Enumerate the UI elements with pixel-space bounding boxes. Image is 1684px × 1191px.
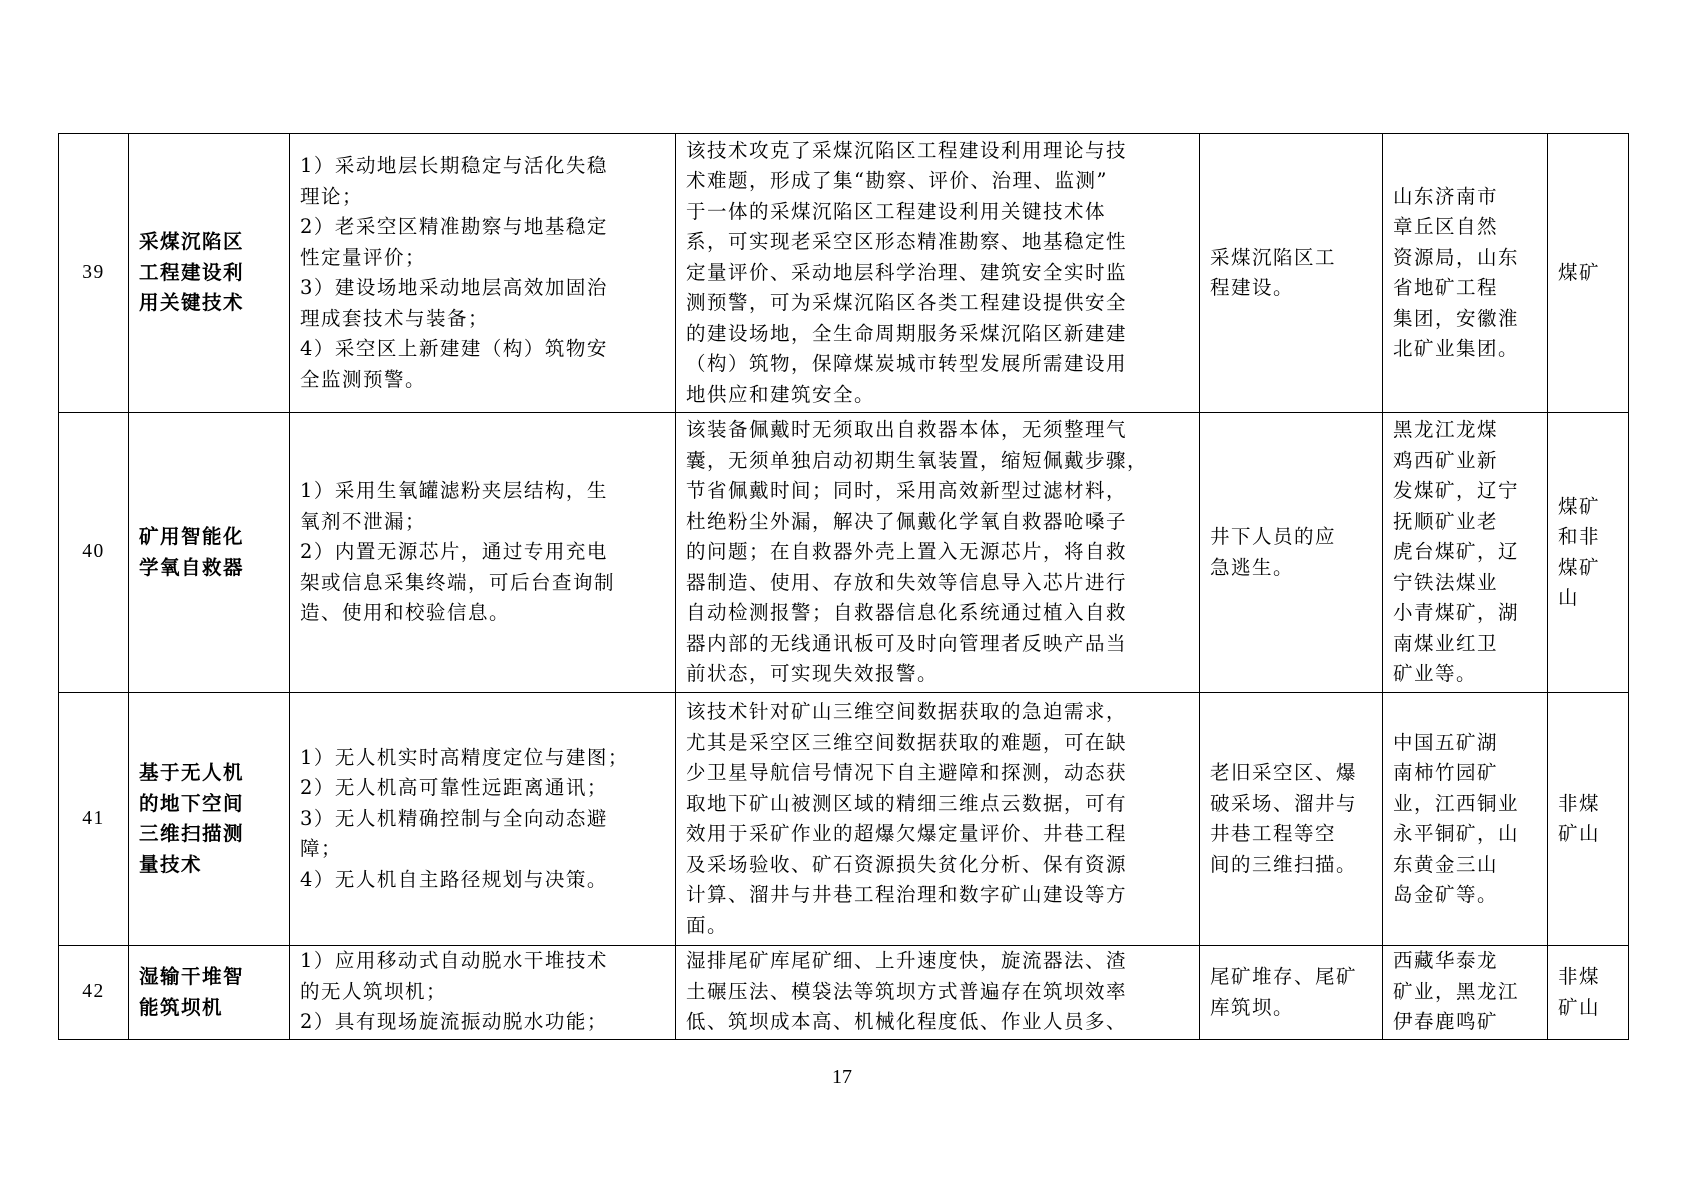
key-points-line: 1）应用移动式自动脱水干堆技术 (300, 949, 608, 972)
description-line: 低、筑坝成本高、机械化程度低、作业人员多、 (686, 1010, 1128, 1033)
description-line: 前状态，可实现失效报警。 (686, 662, 939, 686)
description-line: 湿排尾矿库尾矿细、上升速度快，旋流器法、渣 (686, 949, 1128, 972)
description-line: 该技术攻克了采煤沉陷区工程建设利用理论与技 (686, 138, 1128, 162)
description-cell (676, 134, 1200, 413)
description-line: 的建设场地，全生命周期服务采煤沉陷区新建建 (686, 321, 1128, 345)
technology-name-line: 量技术 (139, 852, 203, 876)
key-points-cell (290, 134, 676, 413)
description-line: 面。 (686, 913, 729, 937)
technology-name-cell (129, 413, 290, 693)
description-cell (676, 693, 1200, 946)
technology-name-line: 能筑坝机 (139, 995, 224, 1019)
table-row (59, 413, 1629, 693)
application-scope-line: 井巷工程等空 (1210, 822, 1337, 845)
applicable-field-line: 山 (1558, 586, 1580, 609)
technology-name-line: 湿输干堆智 (139, 965, 245, 988)
key-points-line: 造、使用和校验信息。 (300, 601, 511, 625)
key-points-line: 的无人筑坝机； (300, 979, 448, 1003)
application-scope-cell (1200, 946, 1383, 1040)
application-units-line: 省地矿工程 (1393, 276, 1499, 299)
table-row (59, 693, 1629, 946)
technology-name-cell (129, 946, 290, 1040)
application-units-line: 伊春鹿鸣矿 (1393, 1010, 1499, 1033)
key-points-line: 障； (300, 837, 343, 861)
key-points-line: 2）无人机高可靠性远距离通讯； (300, 776, 608, 800)
application-scope-cell (1200, 413, 1383, 693)
description-line: 少卫星导航信号情况下自主避障和探测，动态获 (686, 761, 1128, 784)
application-units-cell (1383, 693, 1548, 946)
technology-name-line: 学氧自救器 (139, 555, 245, 579)
applicable-field-line: 矿山 (1558, 995, 1601, 1019)
description-line: 及采场验收、矿石资源损失贫化分析、保有资源 (686, 852, 1128, 876)
application-units-line: 业，江西铜业 (1393, 791, 1520, 815)
description-line: 定量评价、采动地层科学治理、建筑安全实时监 (686, 260, 1128, 284)
key-points-line: 1）采动地层长期稳定与活化失稳 (300, 154, 608, 177)
application-units-line: 中国五矿湖 (1393, 730, 1499, 754)
technology-table (58, 133, 1629, 1040)
applicable-field-cell (1548, 693, 1629, 946)
description-cell (676, 946, 1200, 1040)
technology-name-cell (129, 134, 290, 413)
application-units-line: 小青煤矿，湖 (1393, 601, 1520, 625)
application-units-line: 南煤业红卫 (1393, 631, 1499, 655)
technology-name-line: 基于无人机 (139, 761, 245, 784)
application-scope-line: 库筑坝。 (1210, 995, 1295, 1019)
description-line: 尤其是采空区三维空间数据获取的难题，可在缺 (686, 730, 1128, 754)
application-units-line: 鸡西矿业新 (1393, 448, 1499, 472)
applicable-field-cell (1548, 413, 1629, 693)
table-body (59, 134, 1629, 1040)
description-line: 取地下矿山被测区域的精细三维点云数据，可有 (686, 791, 1128, 815)
key-points-line: 理成套技术与装备； (300, 306, 490, 330)
applicable-field-line: 煤矿 (1558, 260, 1601, 284)
applicable-field-line: 煤矿 (1558, 494, 1601, 518)
technology-name-line: 矿用智能化 (139, 525, 245, 548)
description-cell (676, 413, 1200, 693)
application-units-line: 岛金矿等。 (1393, 883, 1499, 906)
application-units-line: 矿业等。 (1393, 662, 1478, 686)
application-scope-line: 井下人员的应 (1210, 525, 1337, 548)
application-scope-line: 尾矿堆存、尾矿 (1210, 965, 1358, 988)
applicable-field-line: 矿山 (1558, 822, 1601, 845)
description-line: 土碾压法、模袋法等筑坝方式普遍存在筑坝效率 (686, 979, 1128, 1003)
application-units-line: 矿业，黑龙江 (1393, 979, 1520, 1003)
key-points-line: 氧剂不泄漏； (300, 509, 427, 533)
key-points-line: 全监测预警。 (300, 367, 427, 391)
application-scope-line: 采煤沉陷区工 (1210, 245, 1337, 269)
technology-name-line: 的地下空间 (139, 791, 245, 815)
row-number-cell: 41 (59, 693, 129, 946)
key-points-line: 4）无人机自主路径规划与决策。 (300, 867, 608, 891)
technology-name-cell (129, 693, 290, 946)
applicable-field-line: 非煤 (1558, 965, 1601, 988)
key-points-line: 3）无人机精确控制与全向动态避 (300, 806, 608, 830)
key-points-line: 2）具有现场旋流振动脱水功能； (300, 1010, 608, 1033)
application-scope-line: 破采场、溜井与 (1210, 791, 1358, 815)
row-number-cell: 42 (59, 946, 129, 1040)
technology-name-line: 三维扫描测 (139, 822, 245, 845)
applicable-field-cell (1548, 946, 1629, 1040)
application-units-line: 东黄金三山 (1393, 852, 1499, 876)
key-points-cell (290, 946, 676, 1040)
description-line: 效用于采矿作业的超爆欠爆定量评价、井巷工程 (686, 822, 1128, 845)
row-number-cell: 40 (59, 413, 129, 693)
application-units-line: 资源局，山东 (1393, 245, 1520, 269)
applicable-field-line: 煤矿 (1558, 555, 1601, 579)
description-line: 于一体的采煤沉陷区工程建设利用关键技术体 (686, 199, 1107, 223)
description-line: 的问题；在自救器外壳上置入无源芯片，将自救 (686, 540, 1128, 564)
technology-name-line: 用关键技术 (139, 291, 245, 315)
application-units-cell (1383, 946, 1548, 1040)
technology-name-line: 工程建设利 (139, 260, 245, 284)
description-line: 杜绝粉尘外漏，解决了佩戴化学氧自救器呛嗓子 (686, 509, 1128, 533)
key-points-line: 1）无人机实时高精度定位与建图； (300, 745, 629, 769)
description-line: 测预警，可为采煤沉陷区各类工程建设提供安全 (686, 291, 1128, 315)
key-points-line: 2）老采空区精准勘察与地基稳定 (300, 215, 608, 238)
application-scope-cell (1200, 693, 1383, 946)
key-points-line: 性定量评价； (300, 245, 427, 269)
description-line: 该装备佩戴时无须取出自救器本体，无须整理气 (686, 418, 1128, 442)
application-units-line: 发煤矿，辽宁 (1393, 479, 1520, 503)
description-line: 器内部的无线通讯板可及时向管理者反映产品当 (686, 631, 1128, 655)
technology-name-line: 采煤沉陷区 (139, 230, 245, 254)
table-row (59, 134, 1629, 413)
key-points-line: 架或信息采集终端，可后台查询制 (300, 570, 616, 594)
description-line: 该技术针对矿山三维空间数据获取的急迫需求， (686, 700, 1128, 723)
application-units-line: 永平铜矿，山 (1393, 822, 1520, 845)
description-line: 自动检测报警；自救器信息化系统通过植入自救 (686, 601, 1128, 625)
description-line: 地供应和建筑安全。 (686, 382, 876, 406)
row-number-cell: 39 (59, 134, 129, 413)
application-scope-cell (1200, 134, 1383, 413)
application-scope-line: 程建设。 (1210, 276, 1295, 299)
key-points-line: 2）内置无源芯片，通过专用充电 (300, 540, 608, 564)
key-points-line: 理论； (300, 184, 364, 208)
application-units-line: 抚顺矿业老 (1393, 509, 1499, 533)
description-line: 节省佩戴时间；同时，采用高效新型过滤材料， (686, 479, 1128, 503)
application-units-line: 章丘区自然 (1393, 215, 1499, 238)
application-scope-line: 急逃生。 (1210, 555, 1295, 579)
applicable-field-line: 和非 (1558, 525, 1601, 548)
description-line: （构）筑物，保障煤炭城市转型发展所需建设用 (686, 352, 1128, 376)
description-line: 器制造、使用、存放和失效等信息导入芯片进行 (686, 570, 1128, 594)
key-points-line: 1）采用生氧罐滤粉夹层结构，生 (300, 479, 608, 503)
application-units-line: 南柿竹园矿 (1393, 761, 1499, 784)
key-points-cell (290, 693, 676, 946)
key-points-line: 3）建设场地采动地层高效加固治 (300, 276, 608, 299)
application-units-line: 集团，安徽淮 (1393, 306, 1520, 330)
application-units-line: 黑龙江龙煤 (1393, 418, 1499, 442)
application-units-line: 北矿业集团。 (1393, 337, 1520, 360)
key-points-cell (290, 413, 676, 693)
description-line: 囊，无须单独启动初期生氧装置，缩短佩戴步骤， (686, 448, 1149, 472)
application-units-line: 山东济南市 (1393, 184, 1499, 208)
description-line: 计算、溜井与井巷工程治理和数字矿山建设等方 (686, 883, 1128, 906)
application-units-cell (1383, 413, 1548, 693)
description-line: 系，可实现老采空区形态精准勘察、地基稳定性 (686, 230, 1128, 254)
applicable-field-cell (1548, 134, 1629, 413)
application-units-line: 西藏华泰龙 (1393, 949, 1499, 972)
application-units-line: 宁铁法煤业 (1393, 570, 1499, 594)
page-number: 17 (832, 1066, 852, 1088)
description-line: 术难题，形成了集“勘察、评价、治理、监测” (686, 169, 1108, 193)
table-row (59, 946, 1629, 1040)
application-scope-line: 间的三维扫描。 (1210, 852, 1358, 876)
applicable-field-line: 非煤 (1558, 791, 1601, 815)
key-points-line: 4）采空区上新建建（构）筑物安 (300, 337, 608, 360)
application-units-line: 虎台煤矿，辽 (1393, 540, 1520, 564)
application-scope-line: 老旧采空区、爆 (1210, 761, 1358, 784)
application-units-cell (1383, 134, 1548, 413)
